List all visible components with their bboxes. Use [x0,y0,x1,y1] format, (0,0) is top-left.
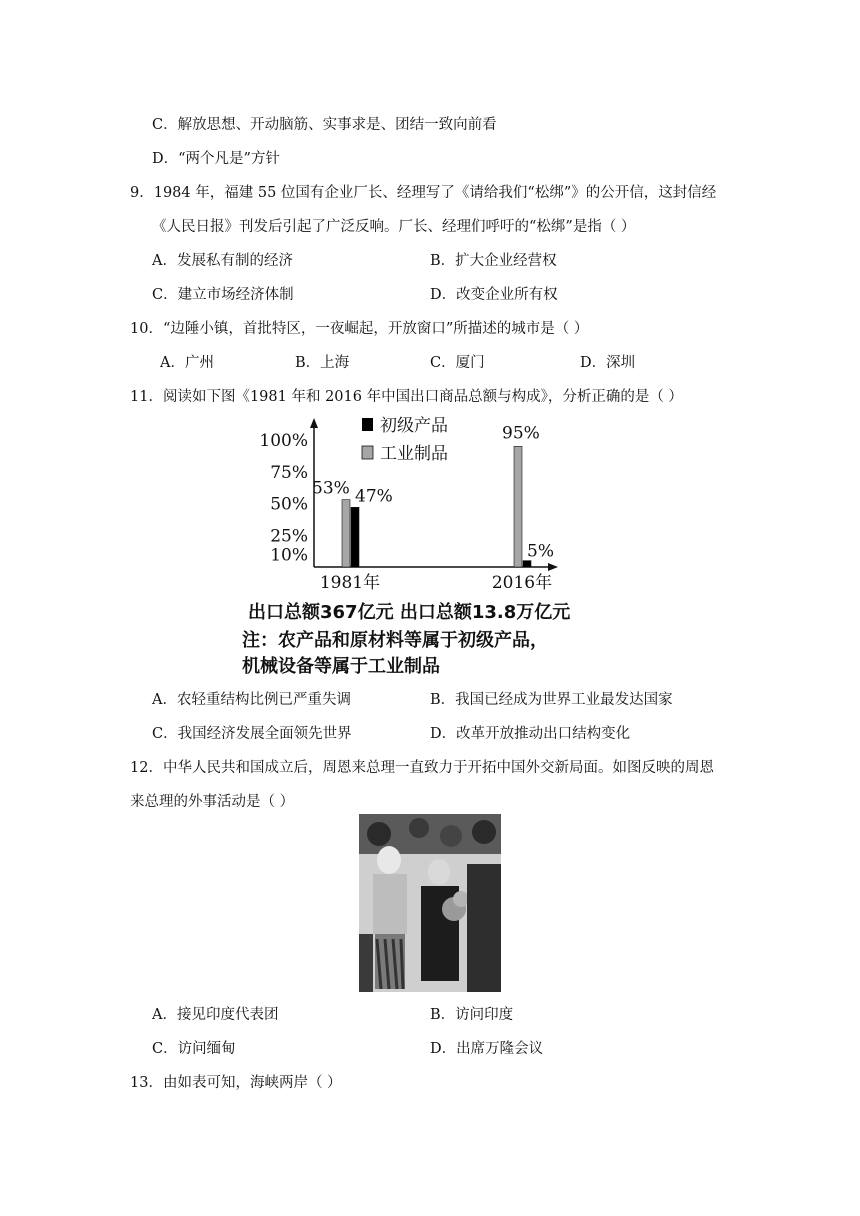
bar-data-label: 95% [502,423,540,444]
q13-stem: 13．由如表可知，海峡两岸（ ） [130,1075,342,1091]
bar-industrial-0 [342,500,350,567]
x-category-label: 2016年 [491,573,553,593]
zhou-enlai-photo [359,814,501,992]
bar-data-label: 53% [312,478,350,499]
q10-stem: 10．“边陲小镇，首批特区，一夜崛起，开放窗口”所描述的城市是（ ） [130,321,589,337]
photo-illustration [359,814,501,992]
q9-option-a: A．发展私有制的经济 [152,253,293,269]
q10-option-a: A．广州 [160,355,214,371]
q8-option-d: D．“两个凡是”方针 [152,151,280,167]
y-axis-arrow [310,418,318,428]
chart-svg [246,412,646,602]
q9-option-c: C．建立市场经济体制 [152,287,294,303]
q11-stem: 11．阅读如下图《1981 年和 2016 年中国出口商品总额与构成》，分析正确的是（ ） [130,389,683,405]
y-tick-label: 25% [270,526,308,547]
q9-option-d: D．改变企业所有权 [430,287,558,303]
q11-option-c: C．我国经济发展全面领先世界 [152,726,352,742]
q12-stem-line1: 12．中华人民共和国成立后，周恩来总理一直致力于开拓中国外交新局面。如图反映的周恩 [130,760,714,776]
q10-option-d: D．深圳 [580,355,636,371]
q8-option-c: C．解放思想、开动脑筋、实事求是、团结一致向前看 [152,117,497,133]
legend-swatch-industrial [362,446,373,459]
q9-option-b: B．扩大企业经营权 [430,253,557,269]
bar-primary-0 [351,507,359,567]
y-tick-label: 75% [270,462,308,483]
bar-data-label: 5% [527,541,554,562]
q12-option-a: A．接见印度代表团 [152,1007,279,1023]
q9-stem-line1: 9．1984 年，福建 55 位国有企业厂长、经理写了《请给我们“松绑”》的公开信，这封信经 [130,185,717,201]
legend-label-industrial: 工业制品 [380,444,448,464]
y-tick-label: 10% [270,545,308,566]
bars [342,446,531,567]
y-tick-label: 100% [259,431,308,451]
q11-option-b: B．我国已经成为世界工业最发达国家 [430,692,673,708]
q12-stem-line2: 来总理的外事活动是（ ） [130,794,295,810]
q12-option-b: B．访问印度 [430,1007,514,1023]
x-axis-arrow [548,563,558,571]
q11-option-a: A．农轻重结构比例已严重失调 [152,692,351,708]
q11-option-d: D．改革开放推动出口结构变化 [430,726,631,742]
legend-label-primary: 初级产品 [380,416,448,436]
x-category-label: 1981年 [319,573,381,593]
chart-legend [362,416,448,464]
q12-option-c: C．访问缅甸 [152,1041,236,1057]
x-category-labels [320,572,552,593]
q10-option-b: B．上海 [295,355,350,371]
y-tick-labels [259,431,308,565]
chart-note-line2: 机械设备等属于工业制品 [242,656,440,677]
q10-option-c: C．厦门 [430,355,485,371]
q12-option-d: D．出席万隆会议 [430,1041,544,1057]
bar-industrial-1 [514,446,522,567]
y-tick-label: 50% [270,494,308,515]
chart-note-line1: 注：农产品和原材料等属于初级产品， [242,630,548,651]
legend-swatch-primary [362,418,373,431]
q9-stem-line2: 《人民日报》刊发后引起了广泛反响。厂长、经理们呼吁的“松绑”是指（ ） [152,219,636,235]
chart-note-totals: 出口总额367亿元 出口总额13.8万亿元 [248,602,571,623]
export-structure-chart [242,412,646,682]
bar-data-label: 47% [355,486,393,507]
